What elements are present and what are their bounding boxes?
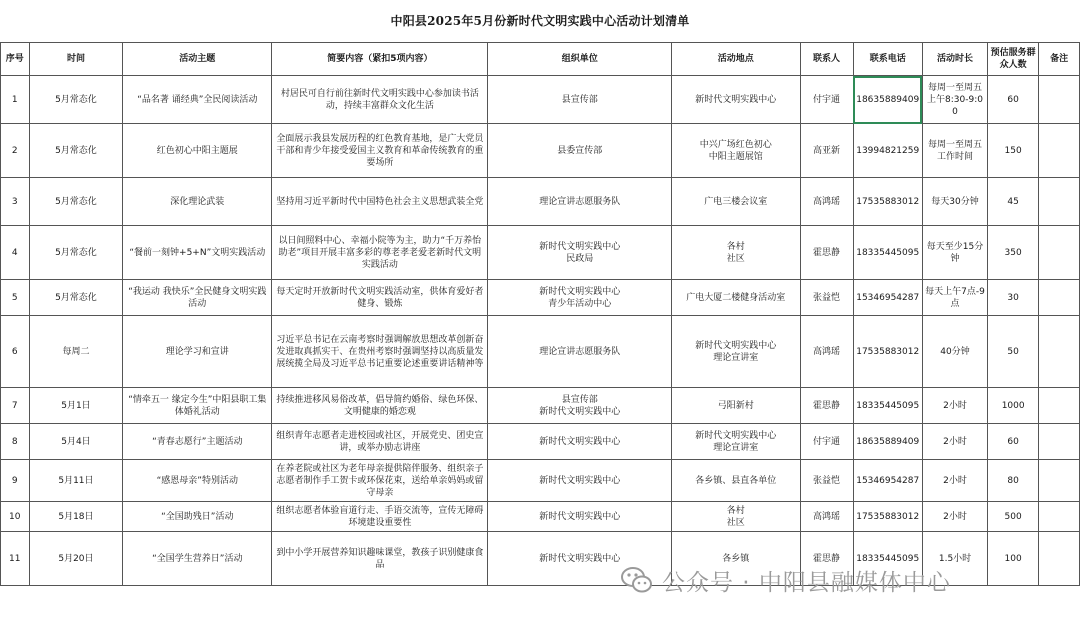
cell-phone[interactable]: 18335445095 <box>853 226 922 280</box>
cell-note[interactable] <box>1039 424 1080 460</box>
cell-note[interactable] <box>1039 226 1080 280</box>
cell-contact[interactable]: 高鸿瑶 <box>800 178 853 226</box>
cell-org[interactable]: 新时代文明实践中心 青少年活动中心 <box>488 280 672 316</box>
header-contact: 联系人 <box>800 43 853 76</box>
cell-no[interactable]: 3 <box>1 178 30 226</box>
cell-people[interactable]: 60 <box>988 424 1039 460</box>
cell-org[interactable]: 新时代文明实践中心 <box>488 532 672 586</box>
cell-content[interactable]: 组织青年志愿者走进校园或社区，开展党史、团史宣讲，或举办励志讲座 <box>272 424 488 460</box>
cell-time[interactable]: 5月11日 <box>29 460 123 502</box>
cell-contact[interactable]: 霍思静 <box>800 226 853 280</box>
cell-theme[interactable]: “情牵五一 缘定今生”中阳县职工集体婚礼活动 <box>123 388 272 424</box>
cell-no[interactable]: 6 <box>1 316 30 388</box>
header-row <box>1 43 1080 76</box>
cell-theme[interactable]: 深化理论武装 <box>123 178 272 226</box>
cell-content[interactable]: 持续推进移风易俗改革，倡导简约婚俗、绿色环保、文明健康的婚恋观 <box>272 388 488 424</box>
cell-content[interactable]: 坚持用习近平新时代中国特色社会主义思想武装全党 <box>272 178 488 226</box>
table-body <box>1 76 1080 586</box>
table-row <box>1 178 1080 226</box>
cell-content[interactable]: 到中小学开展营养知识趣味课堂，教孩子识别健康食品 <box>272 532 488 586</box>
document-title: 中阳县2025年5月份新时代文明实践中心活动计划清单 <box>390 14 690 28</box>
cell-duration[interactable]: 2小时 <box>922 460 987 502</box>
cell-place[interactable]: 各乡镇 <box>672 532 801 586</box>
cell-org[interactable]: 新时代文明实践中心 <box>488 460 672 502</box>
cell-people[interactable]: 50 <box>988 316 1039 388</box>
cell-place[interactable]: 新时代文明实践中心 理论宣讲室 <box>672 316 801 388</box>
cell-phone[interactable]: 18335445095 <box>853 532 922 586</box>
cell-time[interactable]: 5月常态化 <box>29 124 123 178</box>
table-row <box>1 280 1080 316</box>
cell-phone[interactable]: 17535883012 <box>853 178 922 226</box>
cell-place[interactable]: 新时代文明实践中心 <box>672 76 801 124</box>
cell-duration[interactable]: 每天上午7点-9点 <box>922 280 987 316</box>
activity-table <box>0 42 1080 586</box>
cell-people[interactable]: 80 <box>988 460 1039 502</box>
cell-time[interactable]: 5月20日 <box>29 532 123 586</box>
cell-people[interactable]: 45 <box>988 178 1039 226</box>
cell-note[interactable] <box>1039 388 1080 424</box>
cell-duration[interactable]: 40分钟 <box>922 316 987 388</box>
cell-theme[interactable]: “品名著 诵经典”全民阅读活动 <box>123 76 272 124</box>
cell-people[interactable]: 100 <box>988 532 1039 586</box>
table-row <box>1 226 1080 280</box>
header-place: 活动地点 <box>672 43 801 76</box>
header-note: 备注 <box>1039 43 1080 76</box>
cell-time[interactable]: 5月1日 <box>29 388 123 424</box>
cell-phone[interactable]: 17535883012 <box>853 316 922 388</box>
table-row <box>1 502 1080 532</box>
cell-no[interactable]: 1 <box>1 76 30 124</box>
cell-contact[interactable]: 张益恺 <box>800 460 853 502</box>
cell-no[interactable]: 2 <box>1 124 30 178</box>
cell-time[interactable]: 5月常态化 <box>29 280 123 316</box>
cell-place[interactable]: 各村 社区 <box>672 502 801 532</box>
cell-content[interactable]: 组织志愿者体验盲道行走、手语交流等，宣传无障碍环境建设重要性 <box>272 502 488 532</box>
cell-duration[interactable]: 2小时 <box>922 424 987 460</box>
table-row <box>1 532 1080 586</box>
cell-theme[interactable]: 理论学习和宣讲 <box>123 316 272 388</box>
table-row <box>1 388 1080 424</box>
cell-phone[interactable]: 17535883012 <box>853 502 922 532</box>
cell-note[interactable] <box>1039 460 1080 502</box>
cell-place[interactable]: 广电大厦二楼健身活动室 <box>672 280 801 316</box>
cell-time[interactable]: 5月常态化 <box>29 178 123 226</box>
cell-duration[interactable]: 每天至少15分钟 <box>922 226 987 280</box>
cell-no[interactable]: 7 <box>1 388 30 424</box>
table-row <box>1 316 1080 388</box>
cell-no[interactable]: 8 <box>1 424 30 460</box>
cell-content[interactable]: 习近平总书记在云南考察时强调解放思想改革创新奋发进取真抓实干、在贵州考察时强调坚持以高质量发展统揽全局及习近平总书记重要论述重要讲话精神等 <box>272 316 488 388</box>
cell-no[interactable]: 4 <box>1 226 30 280</box>
cell-time[interactable]: 5月4日 <box>29 424 123 460</box>
cell-place[interactable]: 中兴广场红色初心 中阳主题展馆 <box>672 124 801 178</box>
cell-org[interactable]: 理论宣讲志愿服务队 <box>488 178 672 226</box>
cell-phone[interactable]: 18635889409 <box>853 424 922 460</box>
cell-contact[interactable]: 高鸿瑶 <box>800 316 853 388</box>
cell-duration[interactable]: 每天30分钟 <box>922 178 987 226</box>
cell-org[interactable]: 县宣传部 <box>488 76 672 124</box>
cell-content[interactable]: 村居民可自行前往新时代文明实践中心参加读书活动，持续丰富群众文化生活 <box>272 76 488 124</box>
cell-theme[interactable]: “全国助残日”活动 <box>123 502 272 532</box>
cell-org[interactable]: 新时代文明实践中心 民政局 <box>488 226 672 280</box>
cell-phone[interactable]: 18335445095 <box>853 388 922 424</box>
cell-org[interactable]: 县宣传部 新时代文明实践中心 <box>488 388 672 424</box>
cell-place[interactable]: 新时代文明实践中心 理论宣讲室 <box>672 424 801 460</box>
table-row <box>1 460 1080 502</box>
cell-note[interactable] <box>1039 178 1080 226</box>
cell-content[interactable]: 在养老院或社区为老年母亲提供陪伴服务、组织亲子志愿者制作手工贺卡或环保花束，送给单亲妈妈或留守母亲 <box>272 460 488 502</box>
cell-note[interactable] <box>1039 124 1080 178</box>
cell-time[interactable]: 5月常态化 <box>29 226 123 280</box>
cell-phone[interactable]: 13994821259 <box>853 124 922 178</box>
cell-people[interactable]: 60 <box>988 76 1039 124</box>
header-org: 组织单位 <box>488 43 672 76</box>
cell-contact[interactable]: 高鸿瑶 <box>800 502 853 532</box>
cell-time[interactable]: 5月常态化 <box>29 76 123 124</box>
header-content: 简要内容（紧扣5项内容） <box>272 43 488 76</box>
header-time: 时间 <box>29 43 123 76</box>
header-duration: 活动时长 <box>922 43 987 76</box>
cell-content[interactable]: 全面展示我县发展历程的红色教育基地，是广大党员干部和青少年接受爱国主义教育和革命传统教育的重要场所 <box>272 124 488 178</box>
header-phone: 联系电话 <box>853 43 922 76</box>
table-row <box>1 124 1080 178</box>
cell-place[interactable]: 各乡镇、县直各单位 <box>672 460 801 502</box>
cell-org[interactable]: 新时代文明实践中心 <box>488 502 672 532</box>
cell-time[interactable]: 每周二 <box>29 316 123 388</box>
cell-no[interactable]: 9 <box>1 460 30 502</box>
cell-contact[interactable]: 高亚新 <box>800 124 853 178</box>
cell-contact[interactable]: 张益恺 <box>800 280 853 316</box>
cell-theme[interactable]: “我运动 我快乐”全民健身文明实践活动 <box>123 280 272 316</box>
cell-duration[interactable]: 1.5小时 <box>922 532 987 586</box>
cell-phone[interactable]: 15346954287 <box>853 280 922 316</box>
cell-place[interactable]: 广电三楼会议室 <box>672 178 801 226</box>
cell-no[interactable]: 11 <box>1 532 30 586</box>
cell-theme[interactable]: “餐前一刻钟+5+N”文明实践活动 <box>123 226 272 280</box>
cell-content[interactable]: 以日间照料中心、幸福小院等为主，助力“千万养怡助老”项目开展丰富多彩的尊老孝老爱老新时代文明实践活动 <box>272 226 488 280</box>
table-row <box>1 76 1080 124</box>
cell-people[interactable]: 350 <box>988 226 1039 280</box>
cell-people[interactable]: 1000 <box>988 388 1039 424</box>
cell-org[interactable]: 理论宣讲志愿服务队 <box>488 316 672 388</box>
cell-contact[interactable]: 霍思静 <box>800 532 853 586</box>
header-theme: 活动主题 <box>123 43 272 76</box>
cell-phone[interactable]: 18635889409 <box>853 76 922 124</box>
cell-duration[interactable]: 2小时 <box>922 388 987 424</box>
cell-theme[interactable]: “感恩母亲”特别活动 <box>123 460 272 502</box>
cell-note[interactable] <box>1039 502 1080 532</box>
cell-note[interactable] <box>1039 76 1080 124</box>
header-people: 预估服务群众人数 <box>988 43 1039 76</box>
cell-duration[interactable]: 2小时 <box>922 502 987 532</box>
watermark-text: 公众号 · 中阳县融媒体中心 <box>662 569 951 596</box>
header-no: 序号 <box>1 43 30 76</box>
cell-theme[interactable]: “青春志愿行”主题活动 <box>123 424 272 460</box>
cell-people[interactable]: 30 <box>988 280 1039 316</box>
cell-no[interactable]: 10 <box>1 502 30 532</box>
cell-org[interactable]: 新时代文明实践中心 <box>488 424 672 460</box>
cell-phone[interactable]: 15346954287 <box>853 460 922 502</box>
cell-people[interactable]: 150 <box>988 124 1039 178</box>
cell-duration[interactable]: 每周一至周五工作时间 <box>922 124 987 178</box>
cell-note[interactable] <box>1039 532 1080 586</box>
cell-content[interactable]: 每天定时开放新时代文明实践活动室，供体育爱好者健身、锻炼 <box>272 280 488 316</box>
cell-contact[interactable]: 霍思静 <box>800 388 853 424</box>
cell-place[interactable]: 各村 社区 <box>672 226 801 280</box>
cell-theme[interactable]: “全国学生营养日”活动 <box>123 532 272 586</box>
cell-theme[interactable]: 红色初心中阳主题展 <box>123 124 272 178</box>
cell-note[interactable] <box>1039 280 1080 316</box>
cell-people[interactable]: 500 <box>988 502 1039 532</box>
cell-contact[interactable]: 付宇通 <box>800 424 853 460</box>
cell-note[interactable] <box>1039 316 1080 388</box>
table-row <box>1 424 1080 460</box>
cell-duration[interactable]: 每周一至周五上午8:30-9:00 <box>922 76 987 124</box>
cell-contact[interactable]: 付宇通 <box>800 76 853 124</box>
cell-no[interactable]: 5 <box>1 280 30 316</box>
cell-time[interactable]: 5月18日 <box>29 502 123 532</box>
cell-place[interactable]: 弓阳新村 <box>672 388 801 424</box>
cell-org[interactable]: 县委宣传部 <box>488 124 672 178</box>
